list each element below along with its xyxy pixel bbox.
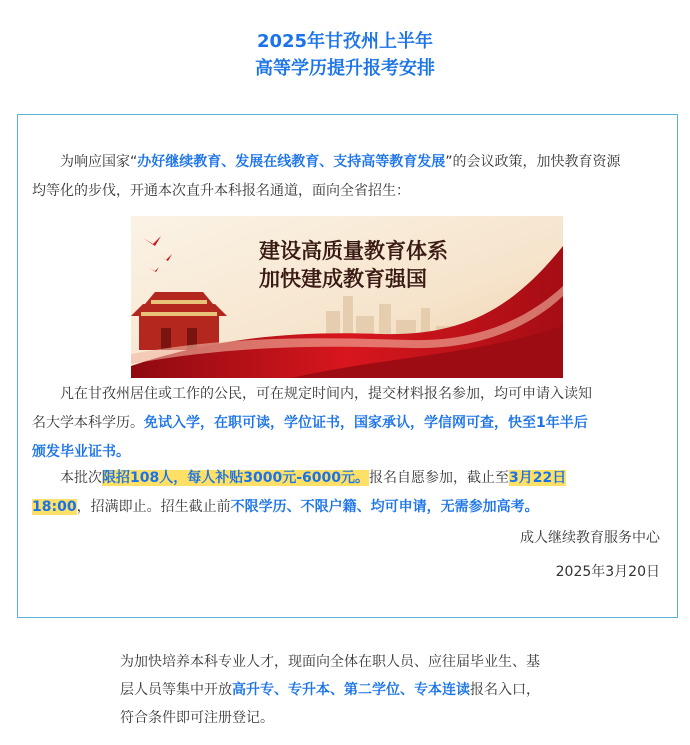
quota-mid: 报名自愿参加，截止至 <box>368 470 509 486</box>
no-restriction-text: 不限学历、不限户籍、均可申请，无需参加高考。 <box>230 499 539 515</box>
quota-after: ，招满即止。招生截止前 <box>76 499 231 515</box>
benefits-text-cont: 颁发毕业证书。 <box>32 444 130 460</box>
quota-highlight: 限招108人，每人补贴3000元-6000元。 <box>102 470 369 486</box>
eligibility-line2-prefix: 名大学本科学历。 <box>32 415 144 431</box>
notice-paragraph-intro <box>32 148 662 206</box>
deadline-date: 3月22日 <box>508 470 567 486</box>
footer-line2-prefix: 层人员等集中开放 <box>120 682 232 698</box>
page-title-line2: 高等学历提升报考安排 <box>255 58 435 79</box>
footer-line2 <box>120 676 660 704</box>
page-title-line1: 2025年甘孜州上半年 <box>256 31 434 52</box>
deadline-time: 18:00 <box>32 499 77 515</box>
eligibility-line2 <box>32 409 662 438</box>
notice-paragraph-quota <box>32 464 662 522</box>
intro-prefix: 为响应国家“ <box>60 154 138 170</box>
intro-suffix: ”的会议政策，加快教育资源 <box>445 154 621 170</box>
notice-paragraph-eligibility <box>32 380 662 467</box>
banner-slogan-line2: 加快建成教育强国 <box>259 266 427 291</box>
footer-line1: 为加快培养本科专业人才，现面向全体在职人员、应往届毕业生、基 <box>120 654 540 670</box>
signature: 成人继续教育服务中心 <box>520 530 660 546</box>
eligibility-line1: 凡在甘孜州居住或工作的公民，可在规定时间内，提交材料报名参加，均可申请入读知 <box>60 386 592 402</box>
banner-slogan-line1: 建设高质量教育体系 <box>259 238 448 263</box>
quota-prefix: 本批次 <box>60 470 102 486</box>
footer-line3: 符合条件即可注册登记。 <box>120 710 274 726</box>
intro-line2: 均等化的步伐，开通本次直升本科报名通道，面向全省招生： <box>32 183 410 199</box>
footer-paragraph <box>120 648 660 732</box>
benefits-text: 免试入学，在职可读，学位证书，国家承认，学信网可查，快至1年半后 <box>144 415 588 431</box>
notice-date: 2025年3月20日 <box>555 564 660 580</box>
policy-text: 办好继续教育、发展在线教育、支持高等教育发展 <box>137 154 446 170</box>
footer-line2-suffix: 报名入口， <box>470 682 540 698</box>
banner-image <box>131 216 563 378</box>
program-types: 高升专、专升本、第二学位、专本连读 <box>232 682 470 698</box>
